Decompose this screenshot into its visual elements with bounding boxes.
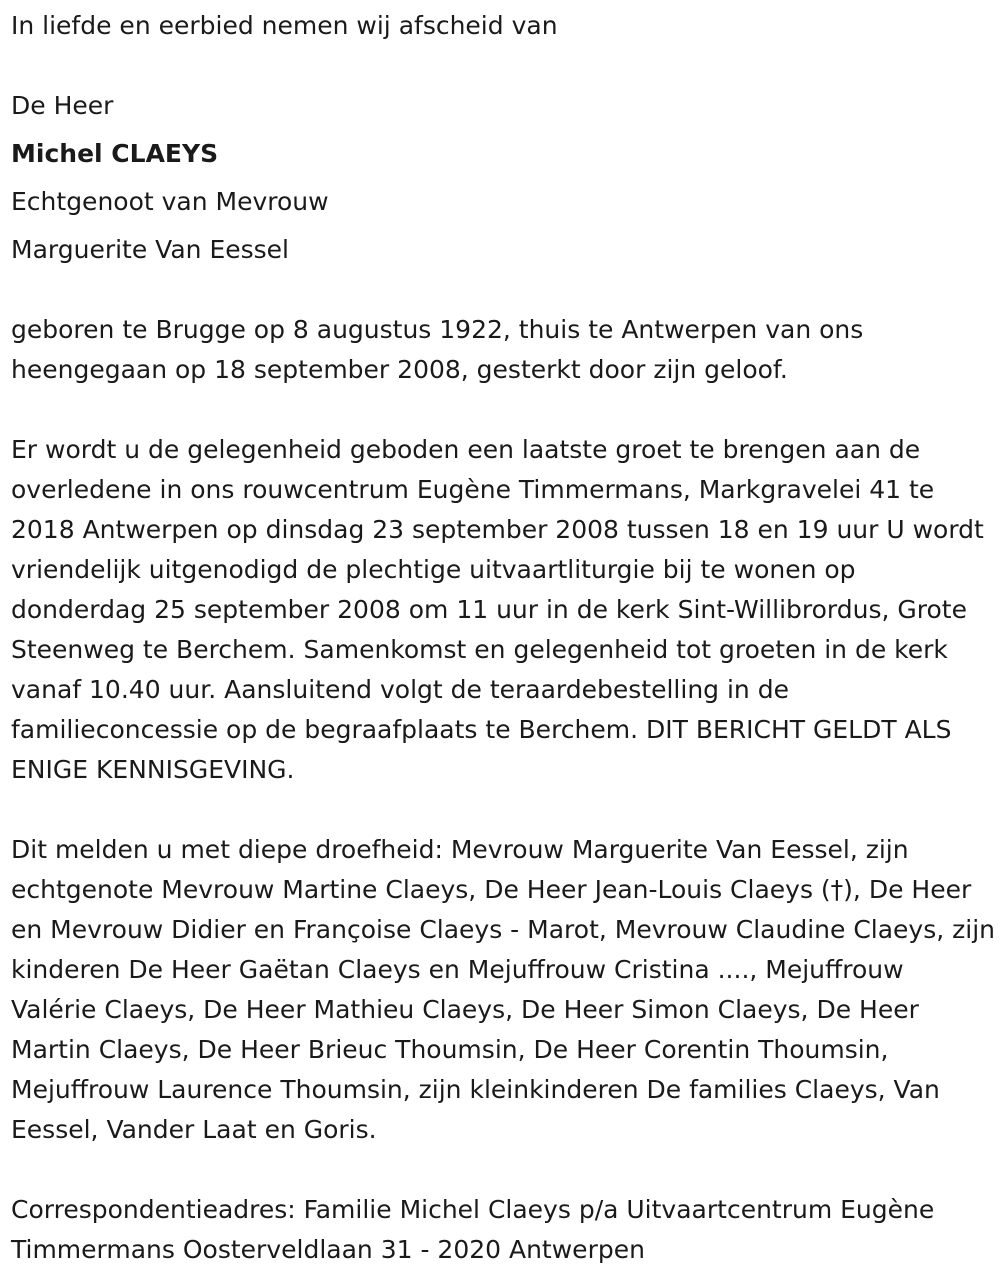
spouse-line-1: Echtgenoot van Mevrouw — [11, 187, 329, 216]
birth-death-paragraph: geboren te Brugge op 8 augustus 1922, thuis te Antwerpen van ons heengegaan op 18 september 2008, gesterkt door zijn geloof. — [11, 315, 864, 384]
visitation-paragraph: Er wordt u de gelegenheid geboden een laatste groet te brengen aan de overledene in ons rouwcentrum Eugène Timmermans, Markgravelei 41 te 2018 Antwerpen op dinsdag 23 september 2008 tussen 18 en 19 uur U wordt vriendelijk uitgenodigd de plechtige uitvaartliturgie bij te wonen op donderdag 25 september 2008 om 11 uur in de kerk Sint-Willibrordus, Grote Steenweg te Berchem. Samenkomst en gelegenheid tot groeten in de kerk vanaf 10.40 uur. Aansluitend volgt de teraardebestelling in de familieconcessie op de begraafplaats te Berchem. DIT BERICHT GELDT ALS ENIGE KENNISGEVING. — [11, 435, 984, 784]
correspondence-address: Correspondentieadres: Familie Michel Claeys p/a Uitvaartcentrum Eugène Timmermans Oosterveldlaan 31 - 2020 Antwerpen — [11, 1195, 935, 1264]
mourners-paragraph: Dit melden u met diepe droefheid: Mevrouw Marguerite Van Eessel, zijn echtgenote Mevrouw Martine Claeys, De Heer Jean-Louis Claeys (†), De Heer en Mevrouw Didier en Françoise Claeys - Marot, Mevrouw Claudine Claeys, zijn kinderen De Heer Gaëtan Claeys en Mejuffrouw Cristina ...., Mejuffrouw Valérie Claeys, De Heer Mathieu Claeys, De Heer Simon Claeys, De Heer Martin Claeys, De Heer Brieuc Thoumsin, De Heer Corentin Thoumsin, Mejuffrouw Laurence Thoumsin, zijn kleinkinderen De families Claeys, Van Eessel, Vander Laat en Goris. — [11, 835, 995, 1144]
spouse-line-2: Marguerite Van Eessel — [11, 235, 290, 264]
intro-line: In liefde en eerbied nemen wij afscheid van — [11, 11, 558, 40]
deceased-name: Michel CLAEYS — [11, 139, 219, 168]
title-prefix: De Heer — [11, 91, 114, 120]
